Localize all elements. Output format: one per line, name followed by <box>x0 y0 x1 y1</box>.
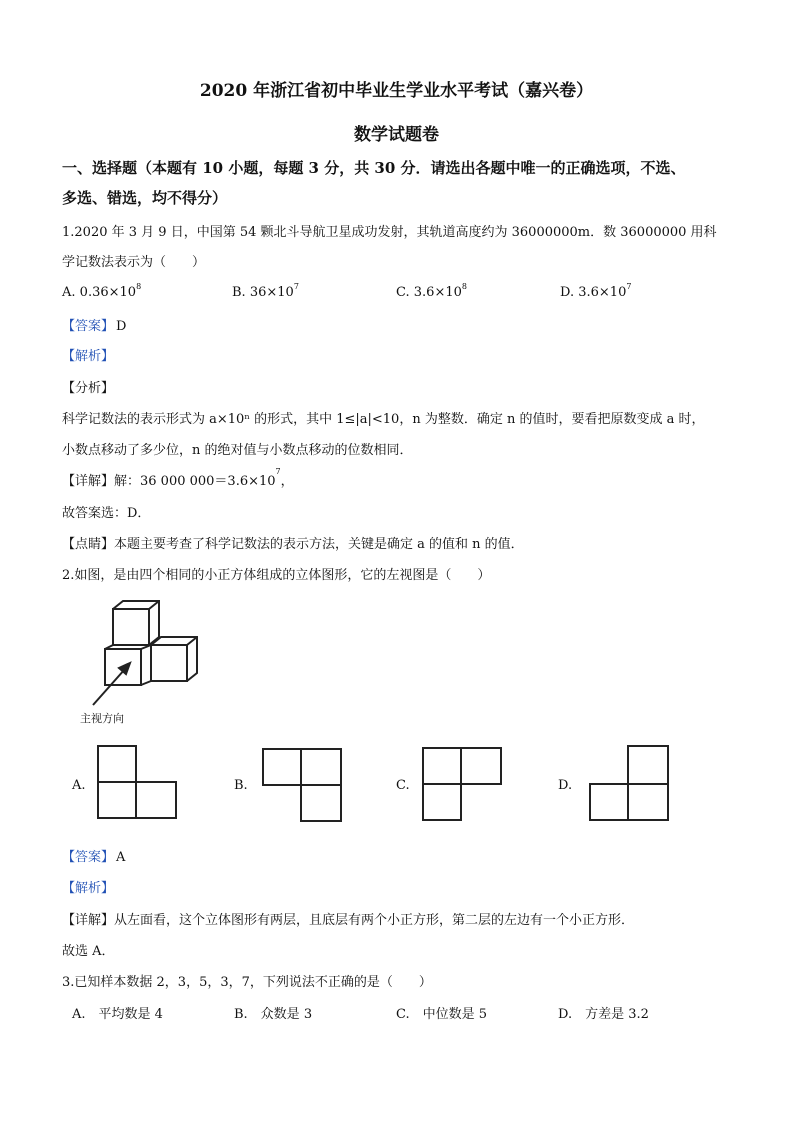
q1-option-a: A. $0.36\times 10^8$ <box>62 282 142 300</box>
q2-option-d-figure <box>588 744 672 824</box>
q1-stem-line2: 学记数法表示为（ ） <box>62 255 206 270</box>
q1-detail: 【详解】解：36 000 $000=3.6\times 10^7$， <box>62 467 294 489</box>
q1-conclusion: 故答案选：D． <box>62 506 151 521</box>
q1-answer: 【答案】 D <box>62 319 127 334</box>
q2-option-c-label: C. <box>396 778 410 793</box>
q2-option-a-label: A. <box>72 778 86 793</box>
cube-figure <box>75 597 210 727</box>
q3-option-a: A. 平均数是 4 <box>72 1007 163 1022</box>
q2-option-c-figure <box>421 746 505 822</box>
figure-caption: 主视方向 <box>80 712 124 725</box>
q2-option-d-label: D. <box>558 778 573 793</box>
q2-jiexi-tag: 【解析】 <box>62 881 115 896</box>
q1-fenxi-tag: 【分析】 <box>62 381 115 396</box>
q1-dianjing: 【点睛】本题主要考查了科学记数法的表示方法，关键是确定 a 的值和 n 的值． <box>62 537 524 552</box>
q2-option-b-figure <box>261 747 345 823</box>
q1-option-d: D. $3.6\times 10^7$ <box>560 282 632 300</box>
q2-option-a-figure <box>96 744 180 820</box>
q2-answer: 【答案】 A <box>62 850 126 865</box>
q2-conclusion: 故选 A． <box>62 944 115 959</box>
q2-option-b-label: B. <box>234 778 248 793</box>
q1-analysis-line2: 小数点移动了多少位，n 的绝对值与小数点移动的位数相同． <box>62 443 413 458</box>
q1-option-c: C. $3.6\times 10^8$ <box>396 282 467 300</box>
q2-detail: 【详解】从左面看，这个立体图形有两层，且底层有两个小正方形，第二层的左边有一个小正方形． <box>62 913 635 928</box>
exam-title: 2020 年浙江省初中毕业生学业水平考试（嘉兴卷） <box>199 81 594 101</box>
section-heading-line1: 一、选择题（本题有 10 小题，每题 3 分，共 30 分．请选出各题中唯一的正确选项，不选、 <box>62 159 686 177</box>
q1-analysis-line1: 科学记数法的表示形式为 a×10ⁿ 的形式，其中 1≤|a|<10，n 为整数．确定 n 的值时，要看把原数变成 a 时， <box>62 412 705 427</box>
q3-option-b: B. 众数是 3 <box>234 1007 313 1022</box>
q2-stem: 2.如图，是由四个相同的小正方体组成的立体图形，它的左视图是（ ） <box>62 568 491 583</box>
q1-jiexi-tag: 【解析】 <box>62 349 115 364</box>
q1-stem-line1: 1.2020 年 3 月 9 日，中国第 54 颗北斗导航卫星成功发射，其轨道高度约为 36000000m．数 36000000 用科 <box>62 225 717 240</box>
section-heading-line2: 多选、错选，均不得分） <box>62 189 228 207</box>
q3-option-d: D. 方差是 3.2 <box>558 1007 649 1022</box>
q3-option-c: C. 中位数是 5 <box>396 1007 488 1022</box>
exam-subtitle: 数学试题卷 <box>354 125 439 145</box>
q3-stem: 3.已知样本数据 2，3，5，3，7，下列说法不正确的是（ ） <box>62 975 432 990</box>
q1-option-b: B. $36\times 10^7$ <box>232 282 299 300</box>
